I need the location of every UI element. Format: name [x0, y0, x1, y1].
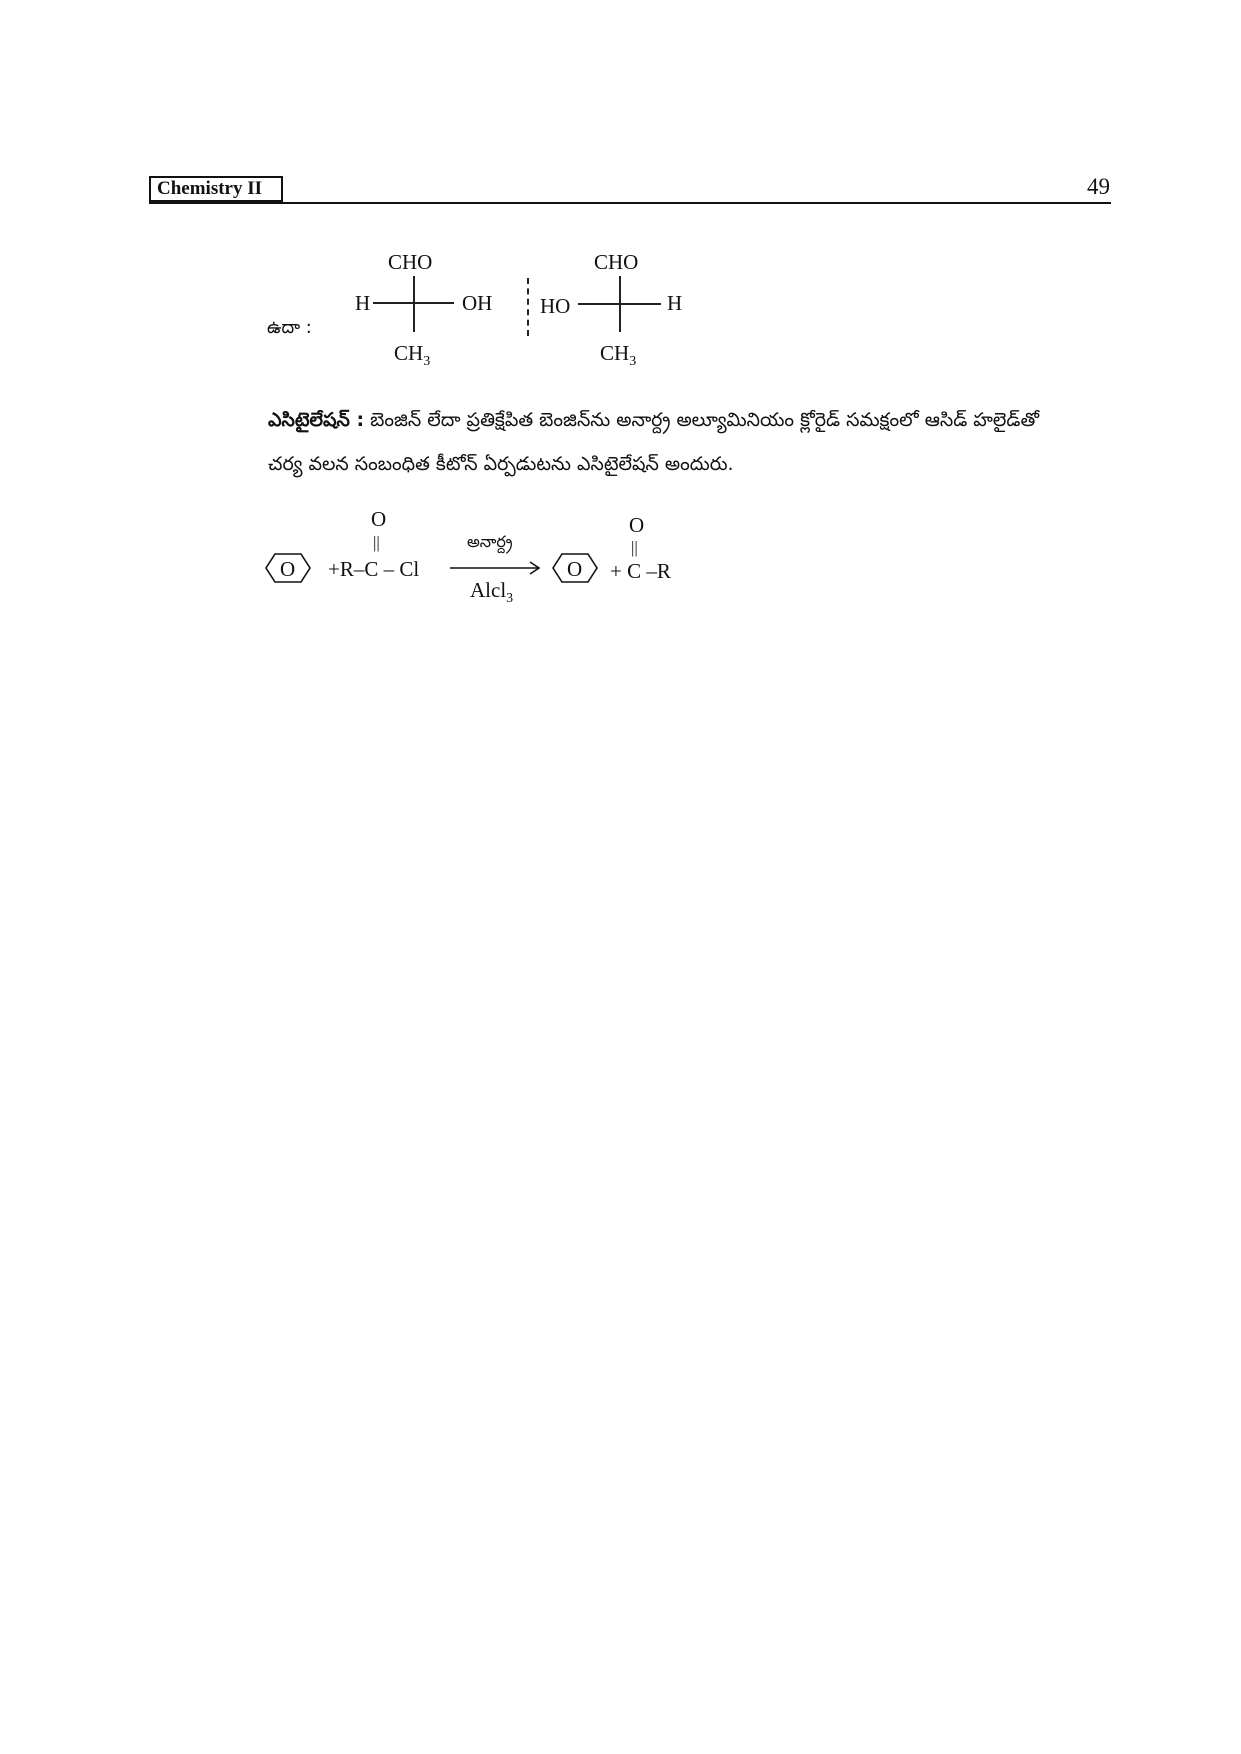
right-top-group: CHO: [594, 250, 639, 274]
reaction-arrow-icon: [450, 560, 542, 576]
left-vertical-bond: [413, 276, 415, 332]
example-label: ఉదా :: [267, 317, 312, 338]
benzene-label-product: O: [567, 557, 583, 581]
mirror-line: [527, 278, 529, 336]
paragraph-line-1: [268, 398, 1104, 442]
condition-bottom: Alcl$_3$: [470, 578, 514, 606]
product-double-bond: ||: [631, 538, 638, 557]
right-vertical-bond: [619, 276, 621, 332]
acetylation-term: ఎసిటైలేషన్ :: [268, 409, 365, 431]
product-oxygen: O: [629, 513, 645, 537]
product-formula: + C –R: [610, 559, 671, 583]
paragraph-line-2: చర్య వలన సంబంధిత కీటోన్ ఏర్పడుటను ఎసిటైలేషన్ అందురు.: [268, 453, 734, 475]
left-left-group: H: [355, 291, 371, 315]
right-bottom-group: $CH_3$: [600, 341, 637, 369]
left-bottom-group: $CH_3$: [394, 341, 431, 369]
reactant-oxygen: O: [371, 507, 387, 531]
header-title: Chemistry II: [149, 176, 283, 202]
header-rule: [149, 202, 1111, 204]
reactant-formula: +R–C – Cl: [328, 557, 420, 581]
condition-top: అనార్ద్ర: [467, 532, 513, 551]
page-number: 49: [1087, 174, 1110, 199]
right-right-group: H: [667, 291, 683, 315]
paragraph-line-1-text: బెంజిన్ లేదా ప్రతిక్షేపిత బెంజిన్‌ను అనార్ద్ర అల్యూమినియం క్లోరైడ్ సమక్షంలో ఆసిడ్ హలైడ్‌తో: [370, 409, 1039, 431]
left-right-group: OH: [462, 291, 493, 315]
reactant-double-bond: ||: [373, 533, 380, 552]
right-left-group: HO: [540, 294, 571, 318]
acetylation-paragraph: [268, 398, 1104, 486]
left-top-group: CHO: [388, 250, 433, 274]
benzene-label-reactant: O: [280, 557, 296, 581]
